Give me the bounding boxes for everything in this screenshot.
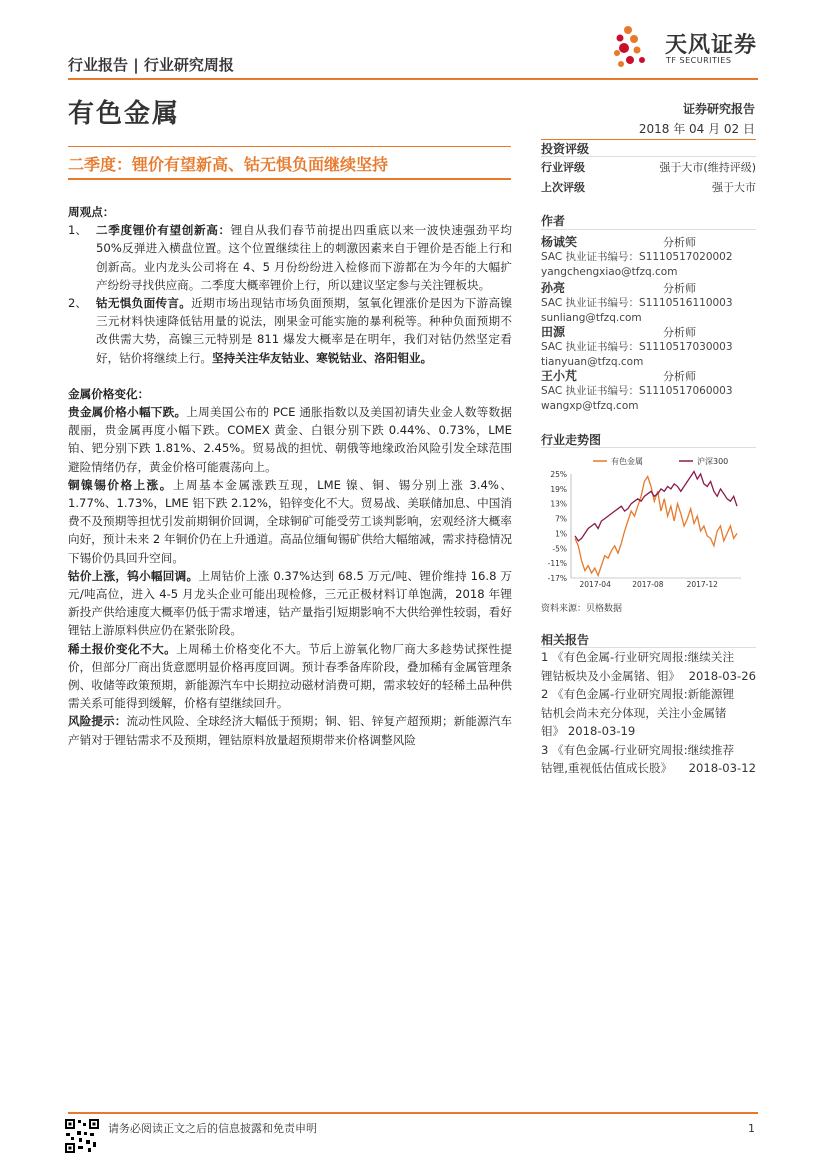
headline: 二季度：锂价有望新高、钴无惧负面继续坚持 xyxy=(68,155,389,174)
paragraph-cobalt: 钴价上涨，钨小幅回调。上周钴价上涨 0.37%达到 68.5 万元/吨、锂价维持 16.8 万元/吨高位，进入 4-5 月龙头企业可能出现检修，三元正极材料订单饱满，2018 年锂新投产供给速度大概率仍低于需求增速，钴产量指引短期影响不大供给弹性较弱，看好锂钴上游原料供应仍在紧张阶段。 xyxy=(68,568,512,638)
x-tick-label: 2017-08 xyxy=(632,580,664,589)
footer-divider xyxy=(68,1112,758,1114)
author-1: 杨诚笑 分析师 SAC 执业证书编号：S1110517020002 yangchengxiao@tfzq.com xyxy=(541,235,733,278)
authors-divider xyxy=(541,229,756,230)
industry-trend-chart xyxy=(541,452,756,597)
series-line xyxy=(575,472,737,541)
author-2: 孙亮 分析师 SAC 执业证书编号：S1110516110003 sunliang@tfzq.com xyxy=(541,281,733,324)
logo-text: 天风证券 xyxy=(665,33,758,58)
paragraph-rare-earth: 稀土报价变化不大。上周稀土价格变化不大。节后上游氧化物厂商大多趁势试探性提价，但部分厂商出货意愿明显价格再度回调。预计春季备库阶段，叠加稀有金属管理条例、收储等政策预期，新能源汽车中长期拉动磁材消费可期，需求较好的轻稀土品种供需关系可能得到缓解，价格有望继续回升。 xyxy=(68,641,512,711)
x-tick-label: 2017-04 xyxy=(579,580,611,589)
point-1: 1、 二季度锂价有望创新高：锂自从我们春节前提出四重底以来一波快速强劲平均 50%反弹进入横盘位置。这个位置继续往上的刺激因素来自于锂价是否能上行和创新高。业内龙头公司将在 4、5 月份纷纷进入检修而下游都在为今年的大幅扩产纷纷寻找供应商。二季度大概率锂价上行，所以建议坚定参与关注锂板块。 xyxy=(68,223,512,292)
related-report-2[interactable]: 2 《有色金属-行业研究周报:新能源锂 钴机会尚未充分体现，关注小金属锗 钼》 2018-03-19 xyxy=(541,687,735,738)
rating-heading: 投资评级 xyxy=(541,142,590,156)
authors-heading: 作者 xyxy=(541,214,566,228)
y-tick-label: -5% xyxy=(552,544,567,554)
y-tick-label: 7% xyxy=(555,514,567,524)
report-kind: 证券研究报告 xyxy=(682,102,755,116)
trend-divider xyxy=(541,447,756,448)
page-number: 1 xyxy=(748,1122,755,1135)
y-tick-label: 25% xyxy=(550,470,567,479)
headline-top-rule xyxy=(68,146,511,147)
headline-bottom-rule xyxy=(68,178,511,180)
paragraph-risk: 风险提示：流动性风险、全球经济大幅低于预期；铜、铝、锌复产超预期；新能源汽车产销对于锂钴需求不及预期，锂钴原料放量超预期带来价格调整风险 xyxy=(68,714,512,747)
related-report-1[interactable]: 1 《有色金属-行业研究周报:继续关注 锂钴板块及小金属锗、钼》 2018-03-26 xyxy=(541,650,756,683)
y-tick-label: 19% xyxy=(550,484,567,494)
point-2: 2、 钴无惧负面传言。近期市场出现钴市场负面预期，氢氧化锂涨价是因为下游高镍三元材料快速降低钴用量的说法，刚果金可能实施的暴利税等。种种负面预期不改供需大势，高镍三元特别是 811 爆发大概率是在明年，我们对钴仍然坚定看好，钴价将继续上行。坚持关注华友钴业、寒锐钴业、洛阳钼业。 xyxy=(68,296,512,365)
price-heading: 金属价格变化： xyxy=(68,386,150,401)
sector-title: 有色金属 xyxy=(68,99,181,129)
header-divider xyxy=(68,78,758,80)
weekly-view-heading: 周观点： xyxy=(68,205,115,219)
qr-code-icon xyxy=(64,1118,100,1154)
rating-divider xyxy=(541,156,756,157)
trend-heading: 行业走势图 xyxy=(541,433,602,447)
chart-source: 资料来源：贝格数据 xyxy=(541,604,623,614)
y-tick-label: 1% xyxy=(555,529,567,539)
logo-text-en: TF SECURITIES xyxy=(666,56,732,65)
y-tick-label: -11% xyxy=(547,559,567,569)
main-content xyxy=(68,203,512,749)
report-category: 行业报告 | 行业研究周报 xyxy=(68,56,234,74)
paragraph-precious: 贵金属价格小幅下跌。上周美国公布的 PCE 通胀指数以及美国初请失业金人数等数据靓丽，贵金属再度小幅下跌。COMEX 黄金、白银分别下跌 0.44%、0.73%，LME 铂、钯分别下跌 1.81%、2.45%。贸易战的担忧、朝俄等地缘政治风险引发全球范围避险情绪仍存，黄金价格可能震荡向上。 xyxy=(68,405,512,474)
related-list xyxy=(541,648,756,778)
related-report-3[interactable]: 3 《有色金属-行业研究周报:继续推荐 钴锂,重视低估值成长股》 2018-03-12 xyxy=(541,742,756,775)
y-tick-label: 13% xyxy=(550,499,567,509)
legend-label: 有色金属 xyxy=(611,457,643,466)
x-tick-label: 2017-12 xyxy=(686,580,718,589)
footer-disclaimer: 请务必阅读正文之后的信息披露和免责申明 xyxy=(108,1122,317,1135)
paragraph-base-metals: 铜镍锡价格上涨。上周基本金属涨跌互现，LME 镍、铜、锡分别上涨 3.4%、1.77%、1.73%，LME 铝下跌 2.12%，铅锌变化不大。贸易战、美联储加息、中国消费不及预期等担忧引发前期铜价回调，全球铜矿可能受劳工谈判影响，宏观经济大概率向好，预计未来 2 年铜价仍在上升通道。高品位缅甸锡矿供给大幅缩减，需求持稳情况下锡价仍具回升空间。 xyxy=(68,477,512,565)
author-3: 田源 分析师 SAC 执业证书编号：S1110517030003 tianyuan@tfzq.com xyxy=(541,325,733,368)
author-4: 王小芃 分析师 SAC 执业证书编号：S1110517060003 wangxp@tfzq.com xyxy=(541,369,733,412)
related-heading: 相关报告 xyxy=(541,633,590,647)
rating-block: 行业评级 强于大市(维持评级) 上次评级 强于大市 xyxy=(541,161,756,194)
report-date: 2018 年 04 月 02 日 xyxy=(638,122,755,136)
legend-label: 沪深300 xyxy=(697,457,729,466)
y-tick-label: -17% xyxy=(547,574,567,583)
